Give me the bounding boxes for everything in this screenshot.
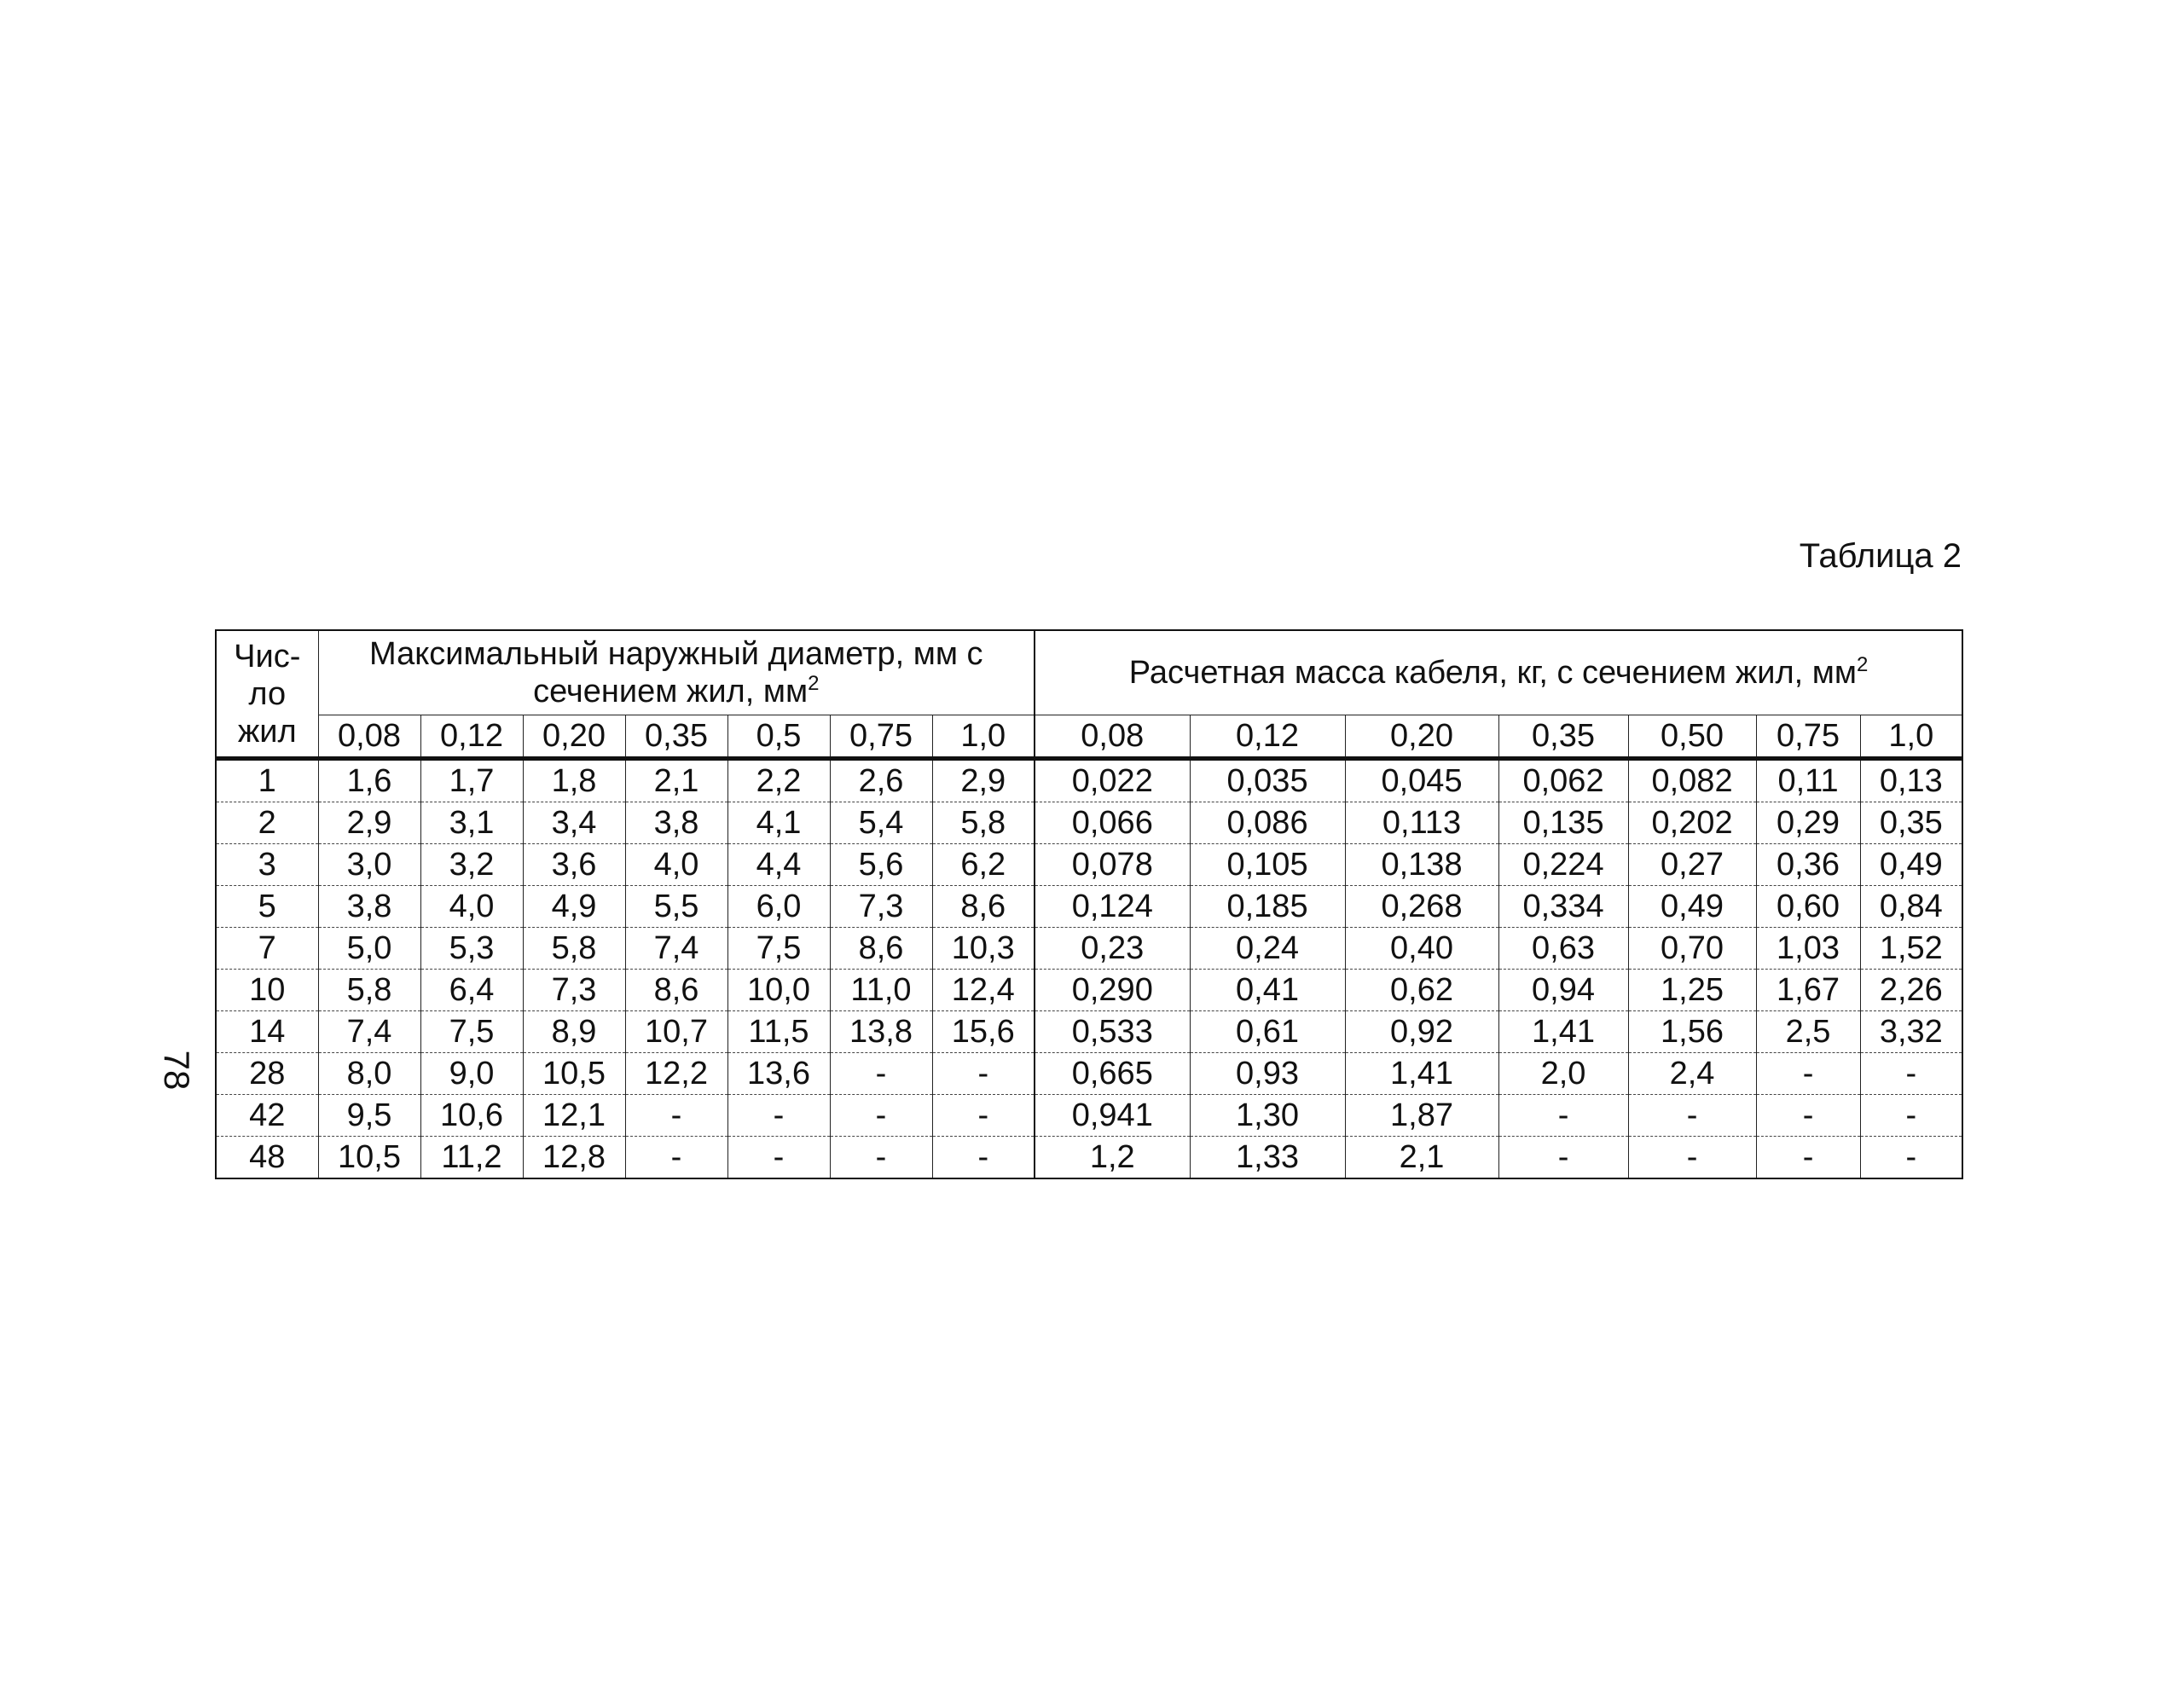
header-group-mass-sup: 2 bbox=[1857, 653, 1869, 676]
mass-cell: 0,24 bbox=[1190, 928, 1345, 970]
mass-cell: 0,35 bbox=[1860, 802, 1962, 844]
mass-cell: 0,113 bbox=[1345, 802, 1498, 844]
diameter-cell: 12,1 bbox=[523, 1095, 625, 1137]
mass-cell: 0,84 bbox=[1860, 886, 1962, 928]
mass-cell: 0,290 bbox=[1035, 970, 1190, 1011]
mass-cell: 2,0 bbox=[1498, 1053, 1628, 1095]
table-row bbox=[216, 802, 1962, 844]
mass-cell: 0,70 bbox=[1628, 928, 1756, 970]
mass-cell: 0,185 bbox=[1190, 886, 1345, 928]
table-row bbox=[216, 1053, 1962, 1095]
cable-data-table bbox=[215, 629, 1963, 1179]
core-count-cell: 10 bbox=[216, 970, 318, 1011]
mass-cell: 0,066 bbox=[1035, 802, 1190, 844]
core-count-cell: 48 bbox=[216, 1137, 318, 1179]
mass-cell: - bbox=[1498, 1137, 1628, 1179]
diameter-cell: 3,8 bbox=[625, 802, 727, 844]
mass-cell: - bbox=[1756, 1053, 1860, 1095]
diameter-cell: 6,0 bbox=[727, 886, 830, 928]
mass-cell: 0,124 bbox=[1035, 886, 1190, 928]
mass-cell: 0,27 bbox=[1628, 844, 1756, 886]
mass-cell: 0,665 bbox=[1035, 1053, 1190, 1095]
diameter-cell: 8,6 bbox=[830, 928, 932, 970]
mass-cell: 1,67 bbox=[1756, 970, 1860, 1011]
core-count-cell: 42 bbox=[216, 1095, 318, 1137]
diameter-cell: 3,1 bbox=[420, 802, 523, 844]
core-count-cell: 2 bbox=[216, 802, 318, 844]
mass-cell: 0,29 bbox=[1756, 802, 1860, 844]
mass-cell: - bbox=[1756, 1095, 1860, 1137]
mass-cell: 2,26 bbox=[1860, 970, 1962, 1011]
diameter-cell: 7,4 bbox=[625, 928, 727, 970]
header-mass-section-1: 0,12 bbox=[1190, 715, 1345, 759]
diameter-cell: 4,4 bbox=[727, 844, 830, 886]
header-group-diameter-title: Максимальный наружный диаметр, мм с сечением жил, мм bbox=[368, 636, 983, 709]
diameter-cell: 5,0 bbox=[318, 928, 420, 970]
diameter-cell: 8,9 bbox=[523, 1011, 625, 1053]
diameter-cell: 6,2 bbox=[932, 844, 1035, 886]
mass-cell: 0,94 bbox=[1498, 970, 1628, 1011]
diameter-cell: 15,6 bbox=[932, 1011, 1035, 1053]
table-row bbox=[216, 970, 1962, 1011]
mass-cell: 2,5 bbox=[1756, 1011, 1860, 1053]
mass-cell: 3,32 bbox=[1860, 1011, 1962, 1053]
diameter-cell: 7,4 bbox=[318, 1011, 420, 1053]
table-row bbox=[216, 1095, 1962, 1137]
core-count-cell: 3 bbox=[216, 844, 318, 886]
mass-cell: 0,334 bbox=[1498, 886, 1628, 928]
diameter-cell: 3,6 bbox=[523, 844, 625, 886]
diameter-cell: 2,9 bbox=[932, 759, 1035, 802]
diameter-cell: 7,5 bbox=[420, 1011, 523, 1053]
mass-cell: 0,224 bbox=[1498, 844, 1628, 886]
diameter-cell: - bbox=[830, 1137, 932, 1179]
diameter-cell: 5,5 bbox=[625, 886, 727, 928]
mass-cell: 0,086 bbox=[1190, 802, 1345, 844]
diameter-cell: 12,4 bbox=[932, 970, 1035, 1011]
mass-cell: 0,035 bbox=[1190, 759, 1345, 802]
diameter-cell: 11,0 bbox=[830, 970, 932, 1011]
mass-cell: 1,25 bbox=[1628, 970, 1756, 1011]
header-diameter-section-4: 0,5 bbox=[727, 715, 830, 759]
header-mass-section-5: 0,75 bbox=[1756, 715, 1860, 759]
mass-cell: 0,36 bbox=[1756, 844, 1860, 886]
diameter-cell: 6,4 bbox=[420, 970, 523, 1011]
diameter-cell: - bbox=[932, 1053, 1035, 1095]
mass-cell: 1,87 bbox=[1345, 1095, 1498, 1137]
header-diameter-section-2: 0,20 bbox=[523, 715, 625, 759]
diameter-cell: - bbox=[830, 1095, 932, 1137]
mass-cell: - bbox=[1756, 1137, 1860, 1179]
mass-cell: 0,23 bbox=[1035, 928, 1190, 970]
table-row bbox=[216, 886, 1962, 928]
mass-cell: - bbox=[1860, 1137, 1962, 1179]
diameter-cell: - bbox=[932, 1137, 1035, 1179]
mass-cell: 0,13 bbox=[1860, 759, 1962, 802]
mass-cell: 1,03 bbox=[1756, 928, 1860, 970]
table-row bbox=[216, 928, 1962, 970]
header-group-diameter bbox=[318, 630, 1035, 715]
mass-cell: 0,105 bbox=[1190, 844, 1345, 886]
mass-cell: 2,1 bbox=[1345, 1137, 1498, 1179]
diameter-cell: 5,6 bbox=[830, 844, 932, 886]
diameter-cell: - bbox=[625, 1137, 727, 1179]
mass-cell: 0,062 bbox=[1498, 759, 1628, 802]
table-row bbox=[216, 759, 1962, 802]
mass-cell: 0,135 bbox=[1498, 802, 1628, 844]
mass-cell: 1,41 bbox=[1345, 1053, 1498, 1095]
mass-cell: 0,63 bbox=[1498, 928, 1628, 970]
table-caption: Таблица 2 bbox=[1799, 537, 1962, 575]
diameter-cell: 7,3 bbox=[830, 886, 932, 928]
diameter-cell: 10,5 bbox=[523, 1053, 625, 1095]
header-row-groups bbox=[216, 630, 1962, 715]
diameter-cell: 4,0 bbox=[420, 886, 523, 928]
mass-cell: 1,56 bbox=[1628, 1011, 1756, 1053]
header-diameter-section-5: 0,75 bbox=[830, 715, 932, 759]
mass-cell: 0,93 bbox=[1190, 1053, 1345, 1095]
core-count-cell: 7 bbox=[216, 928, 318, 970]
header-mass-section-2: 0,20 bbox=[1345, 715, 1498, 759]
header-mass-section-4: 0,50 bbox=[1628, 715, 1756, 759]
mass-cell: 0,202 bbox=[1628, 802, 1756, 844]
header-mass-section-3: 0,35 bbox=[1498, 715, 1628, 759]
mass-cell: 1,33 bbox=[1190, 1137, 1345, 1179]
diameter-cell: 5,8 bbox=[932, 802, 1035, 844]
mass-cell: 0,045 bbox=[1345, 759, 1498, 802]
diameter-cell: 5,8 bbox=[523, 928, 625, 970]
mass-cell: 1,52 bbox=[1860, 928, 1962, 970]
header-group-mass-title: Расчетная масса кабеля, кг, с сечением жил, мм bbox=[1128, 655, 1858, 691]
mass-cell: 1,30 bbox=[1190, 1095, 1345, 1137]
diameter-cell: 1,7 bbox=[420, 759, 523, 802]
diameter-cell: 12,2 bbox=[625, 1053, 727, 1095]
mass-cell: 0,40 bbox=[1345, 928, 1498, 970]
mass-cell: 0,11 bbox=[1756, 759, 1860, 802]
mass-cell: 0,92 bbox=[1345, 1011, 1498, 1053]
diameter-cell: 1,8 bbox=[523, 759, 625, 802]
diameter-cell: 12,8 bbox=[523, 1137, 625, 1179]
mass-cell: 0,022 bbox=[1035, 759, 1190, 802]
diameter-cell: 13,6 bbox=[727, 1053, 830, 1095]
diameter-cell: 4,1 bbox=[727, 802, 830, 844]
core-count-cell: 5 bbox=[216, 886, 318, 928]
page-number: 78 bbox=[157, 1050, 197, 1091]
mass-cell: 0,082 bbox=[1628, 759, 1756, 802]
diameter-cell: 8,6 bbox=[625, 970, 727, 1011]
mass-cell: - bbox=[1498, 1095, 1628, 1137]
mass-cell: 0,138 bbox=[1345, 844, 1498, 886]
table-row bbox=[216, 844, 1962, 886]
mass-cell: 2,4 bbox=[1628, 1053, 1756, 1095]
diameter-cell: - bbox=[625, 1095, 727, 1137]
header-diameter-section-6: 1,0 bbox=[932, 715, 1035, 759]
mass-cell: 0,49 bbox=[1860, 844, 1962, 886]
diameter-cell: 5,4 bbox=[830, 802, 932, 844]
diameter-cell: 5,8 bbox=[318, 970, 420, 1011]
header-mass-section-6: 1,0 bbox=[1860, 715, 1962, 759]
header-diameter-section-3: 0,35 bbox=[625, 715, 727, 759]
mass-cell: - bbox=[1860, 1095, 1962, 1137]
header-core-count-line-3: жил bbox=[237, 713, 297, 750]
mass-cell: 1,2 bbox=[1035, 1137, 1190, 1179]
diameter-cell: 11,2 bbox=[420, 1137, 523, 1179]
mass-cell: 0,61 bbox=[1190, 1011, 1345, 1053]
header-row-sections bbox=[216, 715, 1962, 759]
diameter-cell: - bbox=[932, 1095, 1035, 1137]
mass-cell: 0,533 bbox=[1035, 1011, 1190, 1053]
diameter-cell: 5,3 bbox=[420, 928, 523, 970]
header-core-count-line-1: Чис- bbox=[234, 638, 301, 675]
diameter-cell: 10,3 bbox=[932, 928, 1035, 970]
diameter-cell: 1,6 bbox=[318, 759, 420, 802]
header-group-mass bbox=[1035, 630, 1962, 715]
diameter-cell: 4,9 bbox=[523, 886, 625, 928]
diameter-cell: 3,0 bbox=[318, 844, 420, 886]
mass-cell: - bbox=[1628, 1137, 1756, 1179]
diameter-cell: 10,5 bbox=[318, 1137, 420, 1179]
diameter-cell: 11,5 bbox=[727, 1011, 830, 1053]
core-count-cell: 1 bbox=[216, 759, 318, 802]
diameter-cell: 7,5 bbox=[727, 928, 830, 970]
header-core-count bbox=[216, 630, 318, 759]
mass-cell: 0,078 bbox=[1035, 844, 1190, 886]
diameter-cell: 9,0 bbox=[420, 1053, 523, 1095]
header-diameter-section-1: 0,12 bbox=[420, 715, 523, 759]
header-mass-section-0: 0,08 bbox=[1035, 715, 1190, 759]
table-row bbox=[216, 1137, 1962, 1179]
diameter-cell: 2,9 bbox=[318, 802, 420, 844]
header-diameter-section-0: 0,08 bbox=[318, 715, 420, 759]
diameter-cell: - bbox=[727, 1095, 830, 1137]
diameter-cell: - bbox=[830, 1053, 932, 1095]
header-core-count-line-2: ло bbox=[248, 675, 287, 712]
diameter-cell: 9,5 bbox=[318, 1095, 420, 1137]
mass-cell: - bbox=[1628, 1095, 1756, 1137]
mass-cell: - bbox=[1860, 1053, 1962, 1095]
header-group-diameter-sup: 2 bbox=[808, 672, 820, 695]
diameter-cell: 4,0 bbox=[625, 844, 727, 886]
diameter-cell: 13,8 bbox=[830, 1011, 932, 1053]
mass-cell: 0,41 bbox=[1190, 970, 1345, 1011]
diameter-cell: 8,0 bbox=[318, 1053, 420, 1095]
table-row bbox=[216, 1011, 1962, 1053]
core-count-cell: 14 bbox=[216, 1011, 318, 1053]
diameter-cell: 8,6 bbox=[932, 886, 1035, 928]
mass-cell: 0,941 bbox=[1035, 1095, 1190, 1137]
mass-cell: 0,49 bbox=[1628, 886, 1756, 928]
diameter-cell: 7,3 bbox=[523, 970, 625, 1011]
diameter-cell: 2,2 bbox=[727, 759, 830, 802]
mass-cell: 1,41 bbox=[1498, 1011, 1628, 1053]
diameter-cell: 10,6 bbox=[420, 1095, 523, 1137]
diameter-cell: 2,6 bbox=[830, 759, 932, 802]
table-body bbox=[216, 759, 1962, 1179]
mass-cell: 0,62 bbox=[1345, 970, 1498, 1011]
diameter-cell: 10,7 bbox=[625, 1011, 727, 1053]
diameter-cell: 2,1 bbox=[625, 759, 727, 802]
diameter-cell: 3,8 bbox=[318, 886, 420, 928]
core-count-cell: 28 bbox=[216, 1053, 318, 1095]
diameter-cell: 3,2 bbox=[420, 844, 523, 886]
diameter-cell: 3,4 bbox=[523, 802, 625, 844]
diameter-cell: - bbox=[727, 1137, 830, 1179]
mass-cell: 0,60 bbox=[1756, 886, 1860, 928]
mass-cell: 0,268 bbox=[1345, 886, 1498, 928]
diameter-cell: 10,0 bbox=[727, 970, 830, 1011]
